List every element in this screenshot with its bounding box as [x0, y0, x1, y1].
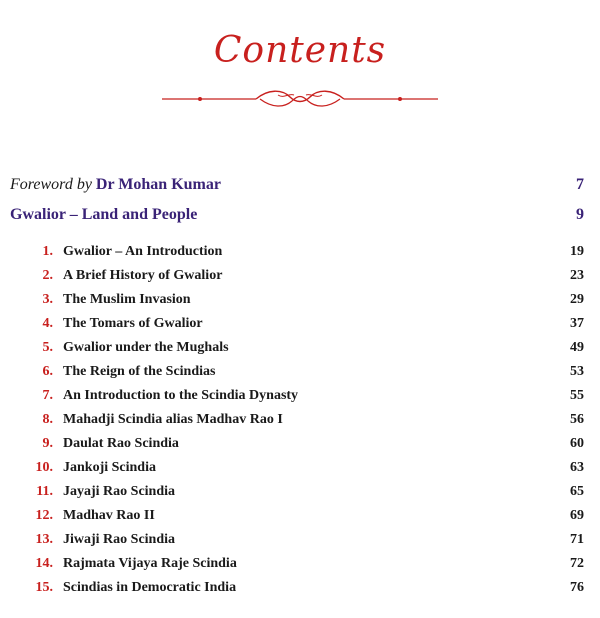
toc-row[interactable] — [0, 338, 600, 360]
decorative-flourish-icon — [160, 86, 440, 112]
chapter-title: Gwalior – An Introduction — [63, 244, 223, 259]
chapter-page-number: 71 — [570, 532, 584, 547]
chapter-title: Jiwaji Rao Scindia — [63, 532, 176, 547]
chapter-title: Rajmata Vijaya Raje Scindia — [63, 556, 237, 571]
chapter-title: The Muslim Invasion — [63, 292, 191, 307]
toc-row[interactable] — [0, 266, 600, 288]
chapter-number: 6. — [42, 364, 53, 379]
chapter-page-number: 55 — [570, 388, 584, 403]
chapter-page-number: 53 — [570, 364, 584, 379]
chapter-number: 2. — [42, 268, 53, 283]
toc-row[interactable] — [0, 362, 600, 384]
chapter-title: Mahadji Scindia alias Madhav Rao I — [63, 412, 283, 427]
chapter-page-number: 29 — [570, 292, 584, 307]
chapter-title: The Reign of the Scindias — [63, 364, 216, 379]
part-page-number: 9 — [576, 206, 584, 223]
toc-row[interactable] — [0, 458, 600, 480]
toc-row[interactable] — [0, 554, 600, 576]
toc-row[interactable] — [0, 482, 600, 504]
chapter-page-number: 23 — [570, 268, 584, 283]
chapter-number: 12. — [35, 508, 53, 523]
chapter-title: Madhav Rao II — [63, 508, 155, 523]
toc-row[interactable] — [0, 410, 600, 432]
chapter-title: Gwalior under the Mughals — [63, 340, 229, 355]
chapter-title: Jankoji Scindia — [63, 460, 156, 475]
chapter-page-number: 63 — [570, 460, 584, 475]
chapter-number: 5. — [42, 340, 53, 355]
chapter-page-number: 65 — [570, 484, 584, 499]
chapter-title: Jayaji Rao Scindia — [63, 484, 176, 499]
chapter-title: Daulat Rao Scindia — [63, 436, 179, 451]
chapter-number: 7. — [42, 388, 53, 403]
toc-row[interactable] — [0, 290, 600, 312]
chapter-number: 3. — [42, 292, 53, 307]
chapter-title: A Brief History of Gwalior — [63, 268, 223, 283]
chapter-number: 8. — [42, 412, 53, 427]
chapter-page-number: 69 — [570, 508, 584, 523]
chapter-number: 1. — [42, 244, 53, 259]
chapter-title: Scindias in Democratic India — [63, 580, 237, 595]
chapter-page-number: 19 — [570, 244, 584, 259]
chapter-number: 4. — [42, 316, 53, 331]
chapter-page-number: 72 — [570, 556, 584, 571]
part-title[interactable]: Gwalior – Land and People — [10, 206, 198, 223]
chapter-page-number: 76 — [570, 580, 584, 595]
foreword-author: Dr Mohan Kumar — [95, 176, 221, 193]
chapter-number: 9. — [42, 436, 53, 451]
page-title: Contents — [213, 30, 387, 71]
foreword-prefix: Foreword by — [10, 176, 96, 193]
chapter-page-number: 60 — [570, 436, 584, 451]
chapter-number: 10. — [35, 460, 53, 475]
chapter-title: The Tomars of Gwalior — [63, 316, 203, 331]
foreword-entry[interactable] — [10, 176, 221, 194]
toc-row[interactable] — [0, 386, 600, 408]
toc-row[interactable] — [0, 506, 600, 528]
toc-row[interactable] — [0, 578, 600, 600]
toc-row[interactable] — [0, 314, 600, 336]
chapter-number: 13. — [35, 532, 53, 547]
chapter-number: 15. — [35, 580, 53, 595]
chapter-title: An Introduction to the Scindia Dynasty — [63, 388, 299, 403]
chapter-page-number: 49 — [570, 340, 584, 355]
chapter-number: 11. — [36, 484, 53, 499]
foreword-page-number: 7 — [576, 176, 584, 193]
toc-row[interactable] — [0, 242, 600, 264]
chapter-page-number: 56 — [570, 412, 584, 427]
toc-row[interactable] — [0, 530, 600, 552]
toc-row[interactable] — [0, 434, 600, 456]
chapter-number: 14. — [35, 556, 53, 571]
chapter-page-number: 37 — [570, 316, 584, 331]
